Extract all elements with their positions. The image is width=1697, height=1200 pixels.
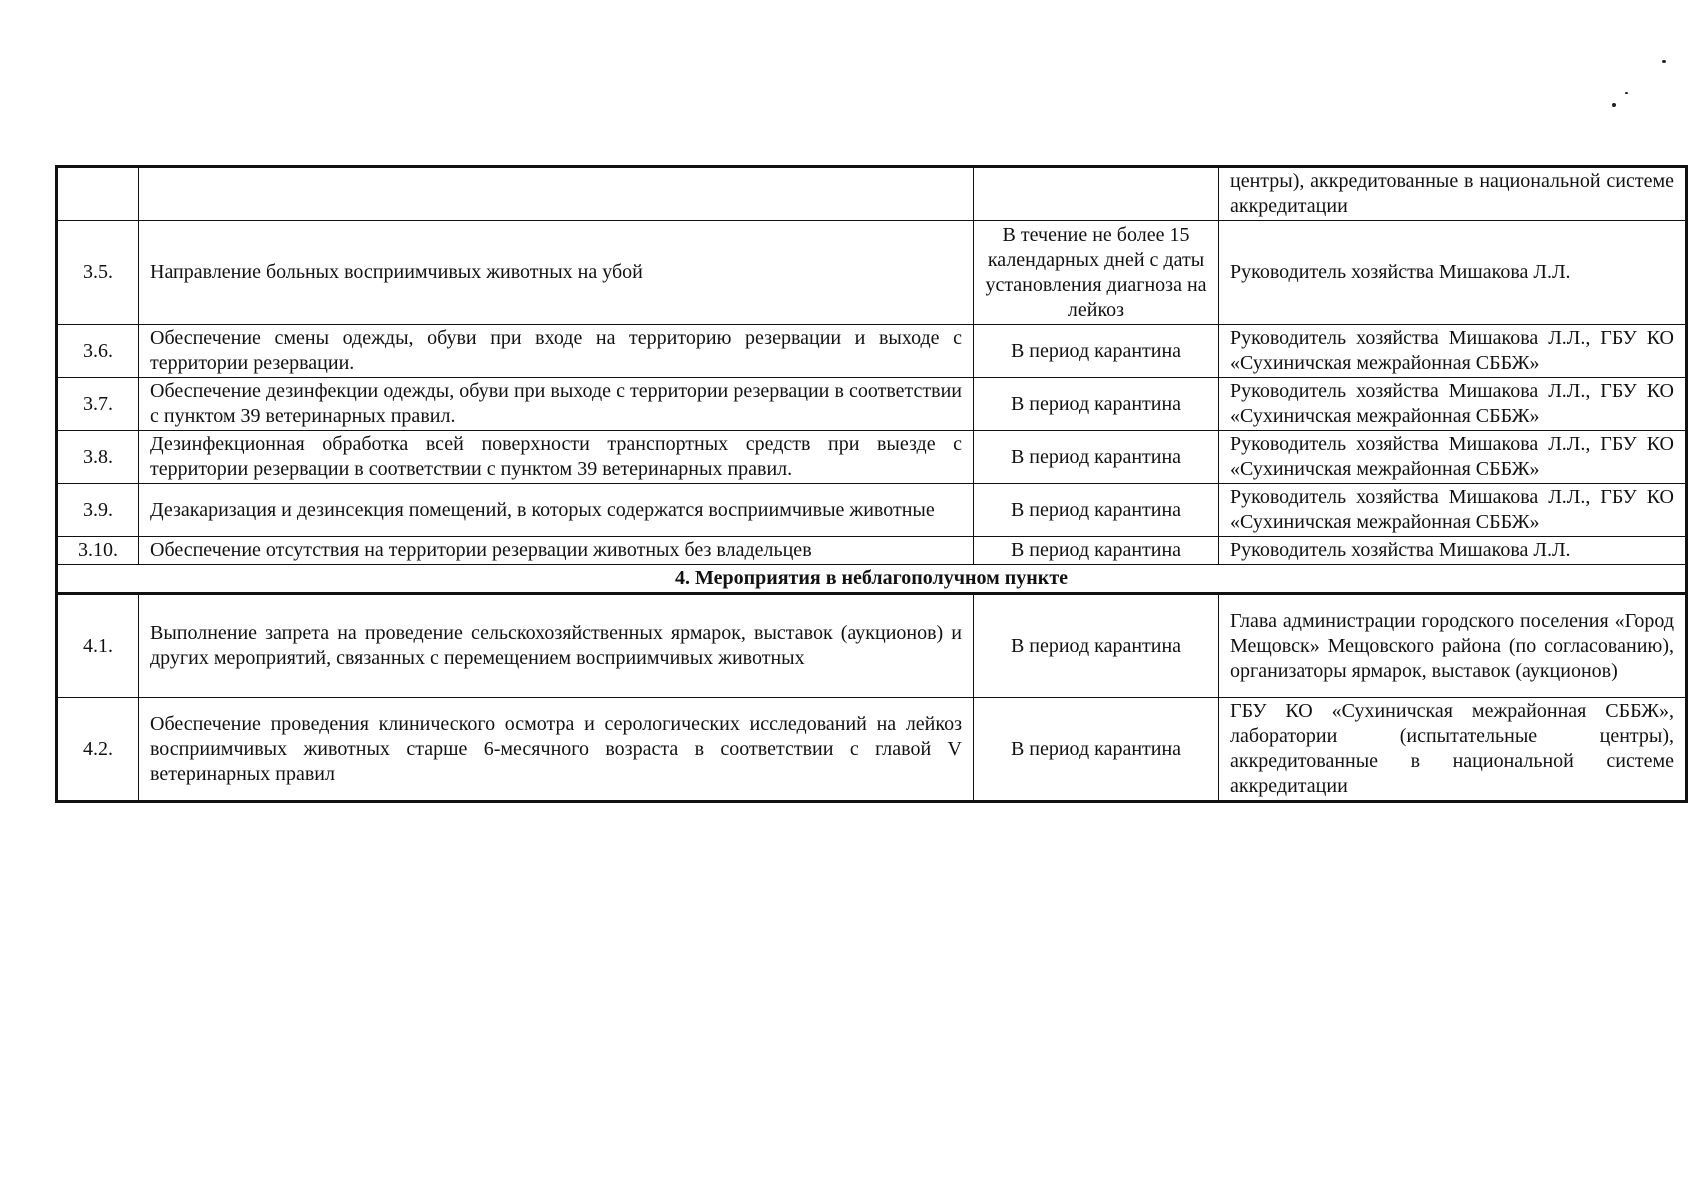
row-term: В период карантина (974, 537, 1219, 565)
row-responsible: Руководитель хозяйства Мишакова Л.Л., ГБУ КО «Сухиничская межрайонная СББЖ» (1219, 378, 1687, 431)
table-row (57, 167, 1687, 221)
row-responsible: Руководитель хозяйства Мишакова Л.Л., ГБУ КО «Сухиничская межрайонная СББЖ» (1219, 431, 1687, 484)
row-task: Дезинфекционная обработка всей поверхности транспортных средств при выезде с территории резервации в соответствии с пунктом 39 ветеринарных правил. (139, 431, 974, 484)
row-number: 3.9. (57, 484, 139, 537)
table-row (57, 698, 1687, 802)
row-responsible: Руководитель хозяйства Мишакова Л.Л. (1219, 537, 1687, 565)
row-term: В период карантина (974, 431, 1219, 484)
section-heading-row (57, 565, 1687, 594)
table-row (57, 537, 1687, 565)
row-number: 3.7. (57, 378, 139, 431)
scan-speck (1612, 103, 1616, 107)
row-task (139, 167, 974, 221)
table-row (57, 221, 1687, 325)
row-number: 3.8. (57, 431, 139, 484)
row-term: В период карантина (974, 484, 1219, 537)
row-number: 4.2. (57, 698, 139, 802)
row-task: Выполнение запрета на проведение сельскохозяйственных ярмарок, выставок (аукционов) и других мероприятий, связанных с перемещением восприимчивых животных (139, 594, 974, 698)
row-number: 4.1. (57, 594, 139, 698)
row-number: 3.5. (57, 221, 139, 325)
row-term: В период карантина (974, 325, 1219, 378)
row-term: В течение не более 15 календарных дней с даты установления диагноза на лейкоз (974, 221, 1219, 325)
row-task: Обеспечение дезинфекции одежды, обуви при выходе с территории резервации в соответствии с пунктом 39 ветеринарных правил. (139, 378, 974, 431)
row-responsible: Руководитель хозяйства Мишакова Л.Л., ГБУ КО «Сухиничская межрайонная СББЖ» (1219, 484, 1687, 537)
row-term: В период карантина (974, 594, 1219, 698)
row-responsible: ГБУ КО «Сухиничская межрайонная СББЖ», лаборатории (испытательные центры), аккредитованные в национальной системе аккредитации (1219, 698, 1687, 802)
table-row (57, 378, 1687, 431)
row-task: Направление больных восприимчивых животных на убой (139, 221, 974, 325)
row-task: Обеспечение отсутствия на территории резервации животных без владельцев (139, 537, 974, 565)
row-number: 3.10. (57, 537, 139, 565)
row-term: В период карантина (974, 378, 1219, 431)
table-row (57, 431, 1687, 484)
table-row (57, 484, 1687, 537)
row-number (57, 167, 139, 221)
table-row (57, 594, 1687, 698)
row-responsible: Руководитель хозяйства Мишакова Л.Л., ГБУ КО «Сухиничская межрайонная СББЖ» (1219, 325, 1687, 378)
row-term (974, 167, 1219, 221)
row-task: Обеспечение проведения клинического осмотра и серологических исследований на лейкоз восприимчивых животных старше 6-месячного возраста в соответствии с главой V ветеринарных правил (139, 698, 974, 802)
row-task: Дезакаризация и дезинсекция помещений, в которых содержатся восприимчивые животные (139, 484, 974, 537)
row-task: Обеспечение смены одежды, обуви при входе на территорию резервации и выходе с территории резервации. (139, 325, 974, 378)
row-number: 3.6. (57, 325, 139, 378)
table-row (57, 325, 1687, 378)
measures-table (55, 165, 1688, 803)
row-responsible: Глава администрации городского поселения «Город Мещовск» Мещовского района (по согласованию), организаторы ярмарок, выставок (аукционов) (1219, 594, 1687, 698)
row-term: В период карантина (974, 698, 1219, 802)
row-responsible: центры), аккредитованные в национальной системе аккредитации (1219, 167, 1687, 221)
scan-speck (1625, 92, 1628, 94)
section-title: 4. Мероприятия в неблагополучном пункте (57, 565, 1687, 594)
row-responsible: Руководитель хозяйства Мишакова Л.Л. (1219, 221, 1687, 325)
scan-speck (1662, 60, 1666, 63)
